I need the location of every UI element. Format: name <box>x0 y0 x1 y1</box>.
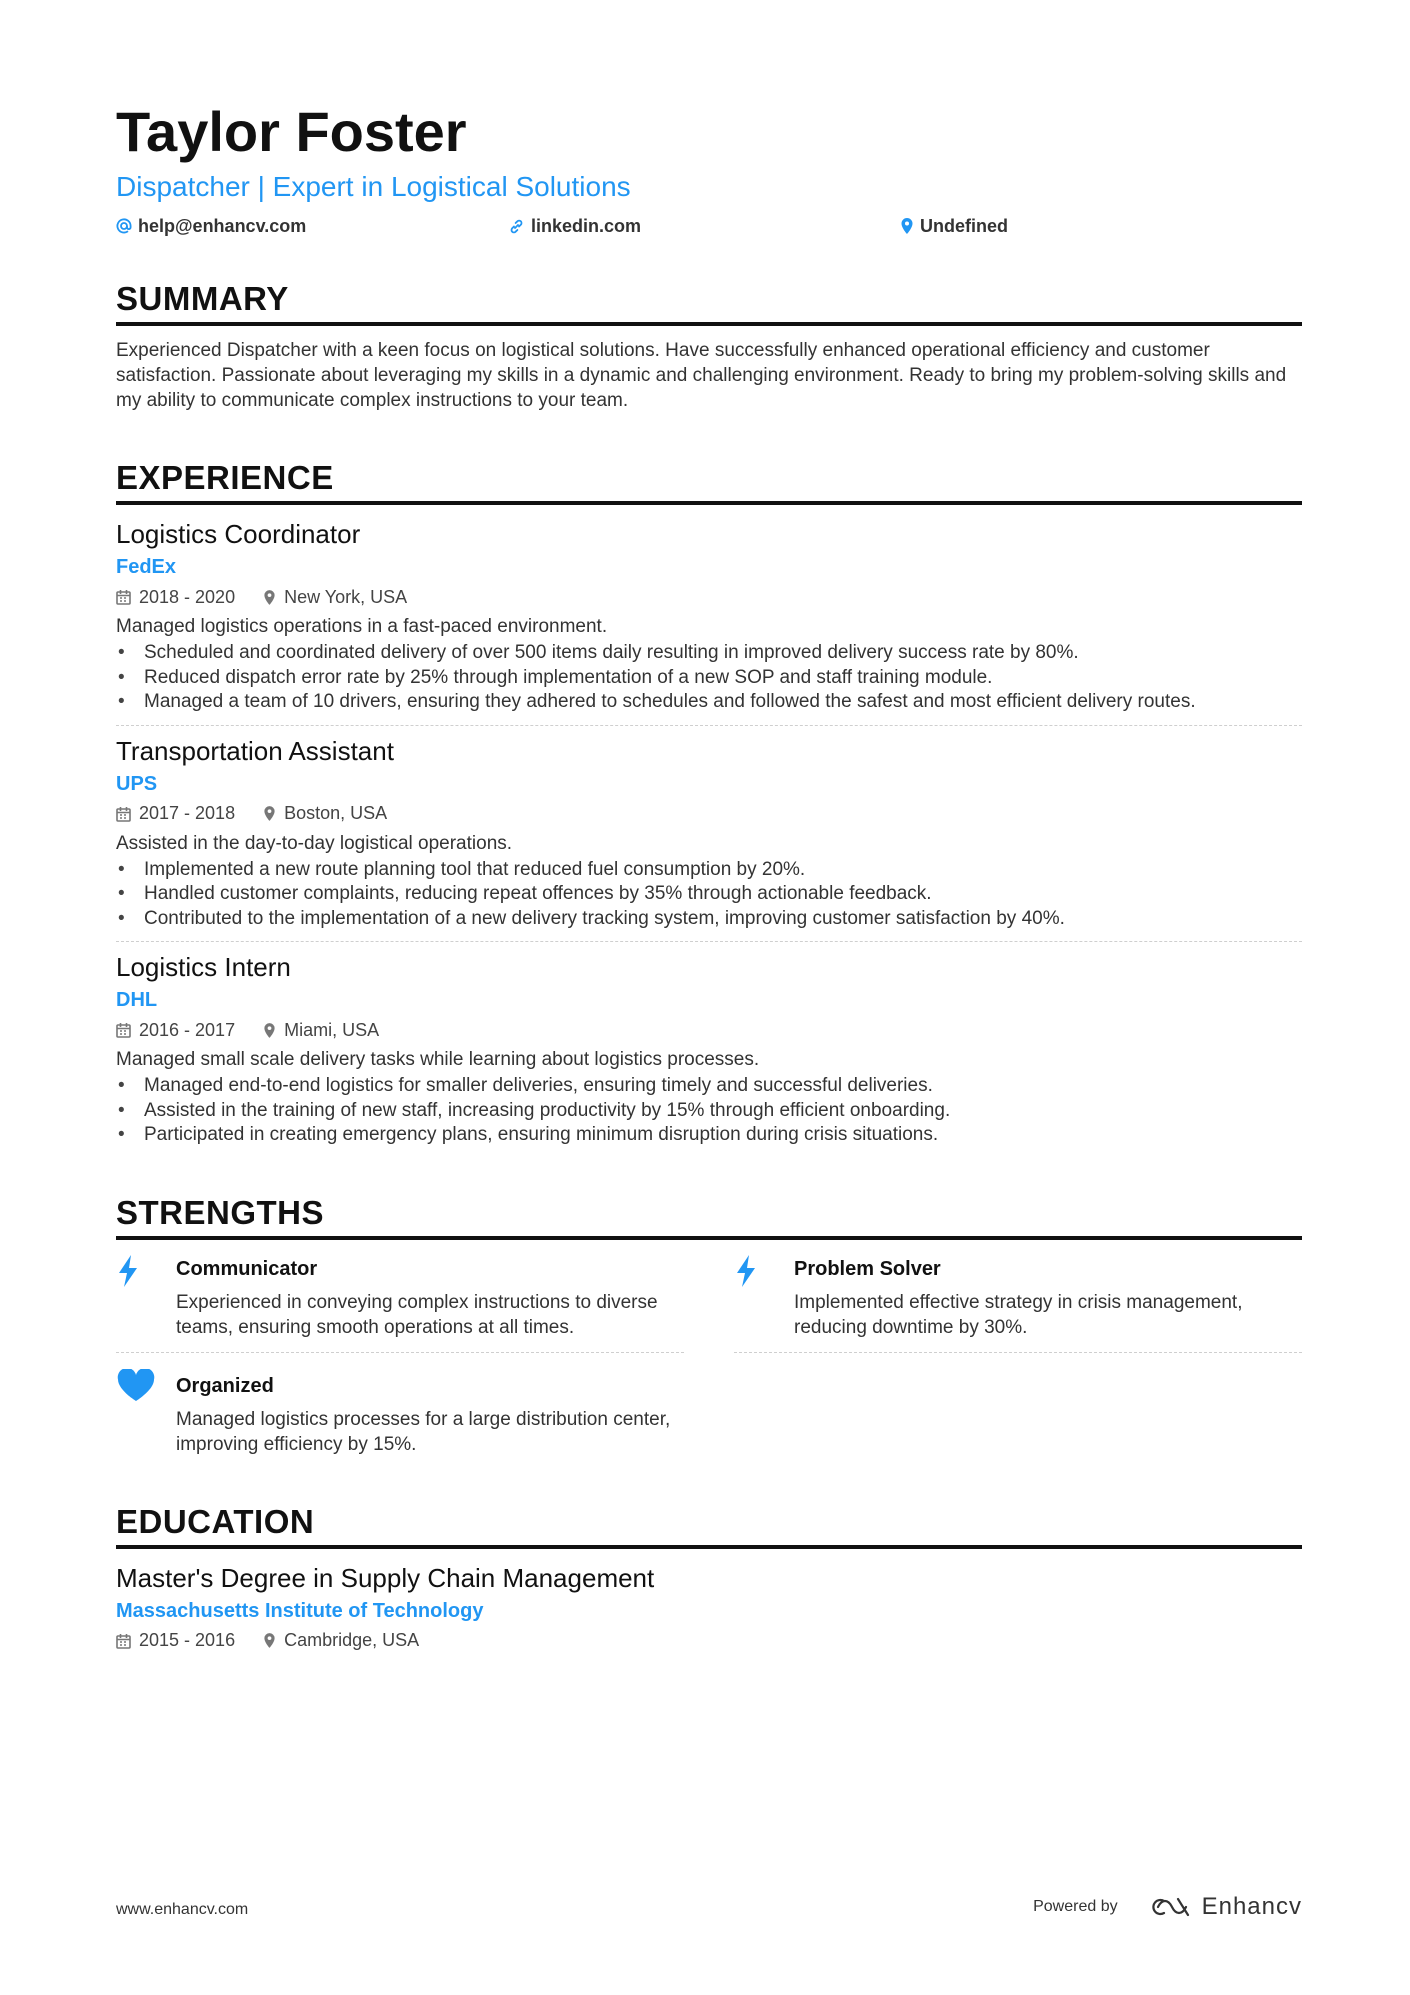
resume-page <box>116 96 1302 1655</box>
section-divider <box>116 1236 1302 1240</box>
company-name: FedEx <box>116 556 177 578</box>
company-name: DHL <box>116 989 158 1011</box>
strengths-heading: STRENGTHS <box>116 1193 325 1231</box>
education-section <box>116 1501 1302 1655</box>
bullet-item: • Participated in creating emergency plans, ensuring minimum disruption during crisis situations. <box>116 1123 1302 1148</box>
bullet-item: • Managed end-to-end logistics for smaller deliveries, ensuring timely and successful deliveries. <box>116 1074 1302 1099</box>
calendar-icon <box>116 806 131 822</box>
contact-linkedin[interactable] <box>508 216 900 237</box>
at-icon <box>116 218 132 234</box>
job-description: Managed logistics operations in a fast-paced environment. <box>116 616 608 637</box>
strength-text: Experienced in conveying complex instructions to diverse teams, ensuring smooth operations at all times. <box>176 1291 658 1338</box>
candidate-name: Taylor Foster <box>116 100 467 163</box>
linkedin-text: linkedin.com <box>531 215 642 236</box>
calendar-icon <box>116 589 131 605</box>
job-location: Miami, USA <box>284 1019 380 1040</box>
job-bullets <box>116 641 1302 715</box>
degree-title: Master's Degree in Supply Chain Management <box>116 1562 655 1593</box>
education-heading: EDUCATION <box>116 1502 315 1540</box>
education-meta <box>116 1627 1302 1655</box>
job-meta <box>116 1016 1302 1044</box>
strengths-grid <box>116 1254 1302 1457</box>
location-pin-icon <box>263 1632 276 1649</box>
location-pin-icon <box>900 217 914 235</box>
entry-divider <box>116 941 1302 942</box>
job-location: New York, USA <box>284 586 408 607</box>
summary-section <box>116 278 1302 413</box>
section-divider <box>116 322 1302 326</box>
footer <box>116 1893 1302 1933</box>
strength-text: Implemented effective strategy in crisis management, reducing downtime by 30%. <box>794 1291 1243 1338</box>
company-name: UPS <box>116 772 158 795</box>
email-text: help@enhancv.com <box>138 215 307 236</box>
candidate-title: Dispatcher | Expert in Logistical Solutions <box>116 171 631 202</box>
location-pin-icon <box>263 1022 276 1039</box>
job-description: Assisted in the day-to-day logistical operations. <box>116 832 513 854</box>
job-dates: 2017 - 2018 <box>139 803 236 823</box>
experience-section <box>116 457 1302 1148</box>
bullet-item: • Contributed to the implementation of a new delivery tracking system, improving customer satisfaction by 40%. <box>116 907 1302 932</box>
section-divider <box>116 501 1302 505</box>
footer-site-link[interactable]: www.enhancv.com <box>116 1901 249 1918</box>
bullet-item: • Scheduled and coordinated delivery of over 500 items daily resulting in improved delivery success rate by 80%. <box>116 641 1302 666</box>
strength-text: Managed logistics processes for a large distribution center, improving efficiency by 15%. <box>176 1408 671 1455</box>
school-name: Massachusetts Institute of Technology <box>116 1599 484 1622</box>
education-dates: 2015 - 2016 <box>139 1630 236 1650</box>
enhancv-logo-icon <box>1144 1895 1192 1919</box>
location-pin-icon <box>263 805 276 822</box>
location-pin-icon <box>263 589 276 606</box>
strength-item <box>734 1254 1302 1340</box>
job-meta <box>116 800 1302 828</box>
powered-by-label: Powered by <box>1033 1898 1118 1915</box>
strengths-section <box>116 1192 1302 1457</box>
brand-name: Enhancv <box>1201 1893 1302 1920</box>
powered-by[interactable] <box>1033 1893 1302 1921</box>
calendar-icon <box>116 1633 131 1649</box>
lightning-icon <box>734 1254 778 1293</box>
strength-title: Communicator <box>176 1257 318 1280</box>
header <box>116 96 1302 240</box>
experience-entry <box>116 517 1302 715</box>
experience-heading: EXPERIENCE <box>116 459 334 496</box>
section-divider <box>116 1545 1302 1549</box>
job-meta <box>116 583 1302 611</box>
bullet-item: • Reduced dispatch error rate by 25% through implementation of a new SOP and staff training module. <box>116 666 1302 691</box>
job-location: Boston, USA <box>284 803 388 823</box>
experience-entry <box>116 950 1302 1148</box>
education-location: Cambridge, USA <box>284 1630 420 1650</box>
job-dates: 2016 - 2017 <box>139 1019 236 1040</box>
strength-title: Organized <box>176 1374 274 1397</box>
education-entry <box>116 1561 1302 1655</box>
job-title: Logistics Coordinator <box>116 519 361 549</box>
job-title: Logistics Intern <box>116 952 291 982</box>
contact-location <box>900 216 1008 237</box>
bullet-item: • Assisted in the training of new staff, increasing productivity by 15% through efficient onboarding. <box>116 1099 1302 1124</box>
entry-divider <box>116 725 1302 726</box>
strength-title: Problem Solver <box>794 1257 941 1280</box>
job-description: Managed small scale delivery tasks while learning about logistics processes. <box>116 1049 760 1070</box>
bullet-item: • Implemented a new route planning tool that reduced fuel consumption by 20%. <box>116 858 1302 883</box>
job-bullets <box>116 858 1302 932</box>
calendar-icon <box>116 1022 131 1038</box>
experience-entry <box>116 734 1302 932</box>
summary-text: Experienced Dispatcher with a keen focus on logistical solutions. Have successfully enhanced operational efficiency and customer satisfaction. Passionate about leveraging my skills in a dynamic and challenging environment. Ready to bring my problem-solving skills and my ability to communicate complex instructions to your team. <box>116 340 1287 411</box>
heart-icon <box>116 1369 160 1408</box>
job-dates: 2018 - 2020 <box>139 586 236 607</box>
contact-bar <box>116 212 1302 240</box>
strength-item <box>116 1254 684 1340</box>
contact-email[interactable] <box>116 216 508 237</box>
link-icon <box>508 218 525 235</box>
job-bullets <box>116 1074 1302 1148</box>
strength-divider <box>116 1352 684 1353</box>
summary-heading: SUMMARY <box>116 280 289 317</box>
strength-item <box>116 1371 684 1457</box>
bullet-item: • Handled customer complaints, reducing repeat offences by 35% through actionable feedback. <box>116 882 1302 907</box>
location-text: Undefined <box>920 215 1008 236</box>
bullet-item: • Managed a team of 10 drivers, ensuring they adhered to schedules and followed the safest and most efficient delivery routes. <box>116 690 1302 715</box>
lightning-icon <box>116 1254 160 1293</box>
strength-divider <box>734 1352 1302 1353</box>
job-title: Transportation Assistant <box>116 735 394 766</box>
